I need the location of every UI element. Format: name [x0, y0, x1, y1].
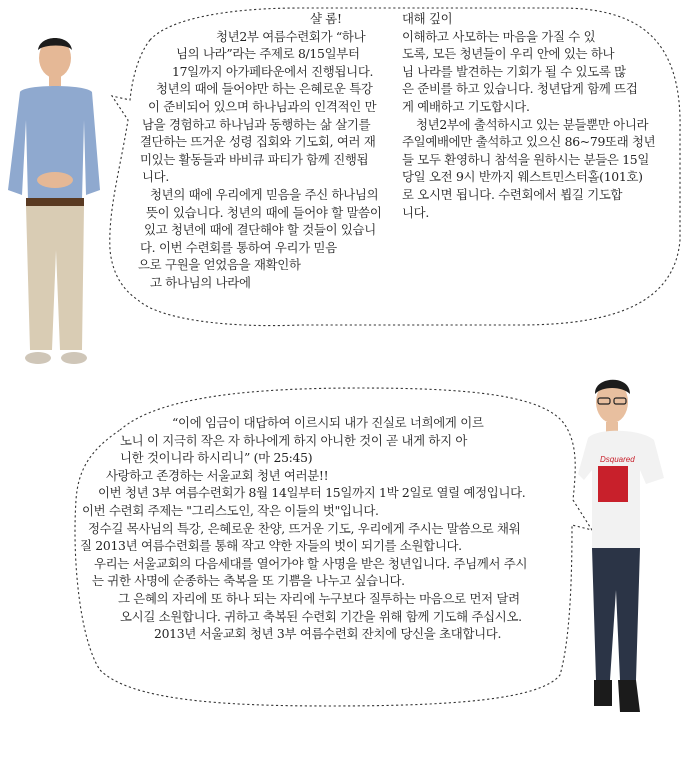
text-line: 게 예배하고 기도합시다.	[402, 98, 530, 114]
person-left	[8, 38, 100, 364]
text-line: 대해 깊이	[402, 11, 453, 26]
text-line: 청년의 때에 우리에게 믿음을 주신 하나님의	[150, 186, 379, 202]
person-left-belt	[26, 198, 84, 206]
text-line: 당일 오전 9시 반까지 웨스트민스터홀(101호)	[402, 169, 643, 185]
text-line: 니다.	[142, 169, 169, 185]
text-line: 그 은혜의 자리에 또 하나 되는 자리에 누구보다 질투하는 마음으로 먼저 달려	[118, 590, 520, 606]
text-line: 이번 청년 3부 여름수련회가 8월 14일부터 15일까지 1박 2일로 열릴 예정입니다.	[98, 485, 526, 501]
invitation-line: 2013년 서울교회 청년 3부 여름수련회 잔치에 당신을 초대합니다.	[154, 626, 502, 642]
text-line: 남을 경험하고 하나님과 동행하는 삶 살기를	[142, 116, 371, 132]
speech-top-column-2	[402, 10, 677, 221]
speech-bottom	[80, 414, 565, 643]
text-line: 주일예배에만 출석하고 있으신 86~79또래 청년	[402, 134, 656, 150]
bible-quote: “이에 임금이 대답하여 이르시되 내가 진실로 너희에게 이르	[172, 415, 484, 430]
person-right	[578, 380, 664, 712]
person-right-jeans	[592, 548, 640, 680]
speech-top-column-1	[120, 10, 390, 292]
text-line: 사랑하고 존경하는 서울교회 청년 여러분!!	[106, 467, 329, 483]
text-line: 있고 청년에 때에 결단해야 할 것들이 있습니	[144, 222, 376, 238]
shirt-print-graphic	[598, 466, 628, 502]
text-line: 청년2부에 출석하시고 있는 분들뿐만 아니라	[416, 116, 649, 132]
bible-quote: 니한 것이니라 하시리니” (마 25:45)	[120, 450, 313, 466]
greeting: 샬 롬!	[310, 11, 342, 26]
shirt-print-text: Dsquared	[600, 455, 635, 464]
text-line: 오시길 소원합니다. 귀하고 축복된 수련회 기간을 위해 함께 기도해 주십시오.	[120, 608, 522, 624]
text-line: 고 하나님의 나라에	[150, 274, 251, 290]
text-line: 청년2부 여름수련회가 “하나	[216, 28, 366, 44]
text-line: 은 준비를 하고 있습니다. 청년답게 함께 뜨겁	[402, 81, 638, 97]
text-line: 이 준비되어 있으며 하나님과의 인격적인 만	[148, 98, 377, 114]
text-line: 이번 수련회 주제는 "그리스도인, 작은 이들의 벗"입니다.	[82, 502, 379, 518]
person-left-pants	[26, 206, 84, 350]
person-left-shoe	[25, 352, 51, 364]
person-right-boot	[618, 680, 640, 712]
text-line: 다. 이번 수련회를 통하여 우리가 믿음	[140, 239, 337, 255]
text-line: 질 2013년 여름수련회를 통해 작고 약한 자들의 벗이 되기를 소원합니다.	[80, 538, 462, 554]
text-line: 니다.	[402, 204, 429, 220]
text-line: 님 나라를 발견하는 기회가 될 수 있도록 많	[402, 63, 626, 79]
text-line: 이해하고 사모하는 마음을 가질 수 있	[402, 28, 596, 44]
text-line: 결단하는 뜨거운 성령 집회와 기도회, 여러 재	[140, 134, 376, 150]
text-line: 도록, 모든 청년들이 우리 안에 있는 하나	[402, 46, 615, 62]
text-line: 님의 나라”라는 주제로 8/15일부터	[176, 46, 360, 62]
bible-quote: 노니 이 지극히 작은 자 하나에게 하지 아니한 것이 곧 내게 하지 아	[120, 432, 468, 448]
text-line: 로 오시면 됩니다. 수련회에서 뵙길 기도합	[402, 186, 623, 202]
person-right-boot	[594, 680, 612, 706]
text-line: 우리는 서울교회의 다음세대를 열어가야 할 사명을 받은 청년입니다. 주님께서 주시	[94, 555, 528, 571]
text-line: 으로 구원을 얻었음을 재확인하	[138, 257, 301, 273]
text-line: 미있는 활동들과 바비큐 파티가 함께 진행됩	[140, 151, 369, 167]
text-line: 17일까지 아가페타운에서 진행됩니다.	[172, 63, 374, 79]
person-left-hands	[37, 172, 73, 188]
text-line: 들 모두 환영하니 참석을 원하시는 분들은 15일	[402, 151, 650, 167]
text-line: 는 귀한 사명에 순종하는 축복을 또 기쁨을 나누고 싶습니다.	[92, 573, 405, 589]
person-left-shoe	[61, 352, 87, 364]
text-line: 청년의 때에 들어야만 하는 은혜로운 특강	[156, 81, 373, 97]
text-line: 뜻이 있습니다. 청년의 때에 들어야 할 말씀이	[146, 204, 382, 220]
text-line: 정수길 목사님의 특강, 은혜로운 찬양, 뜨거운 기도, 우리에게 주시는 말씀으로 채워	[88, 520, 521, 536]
